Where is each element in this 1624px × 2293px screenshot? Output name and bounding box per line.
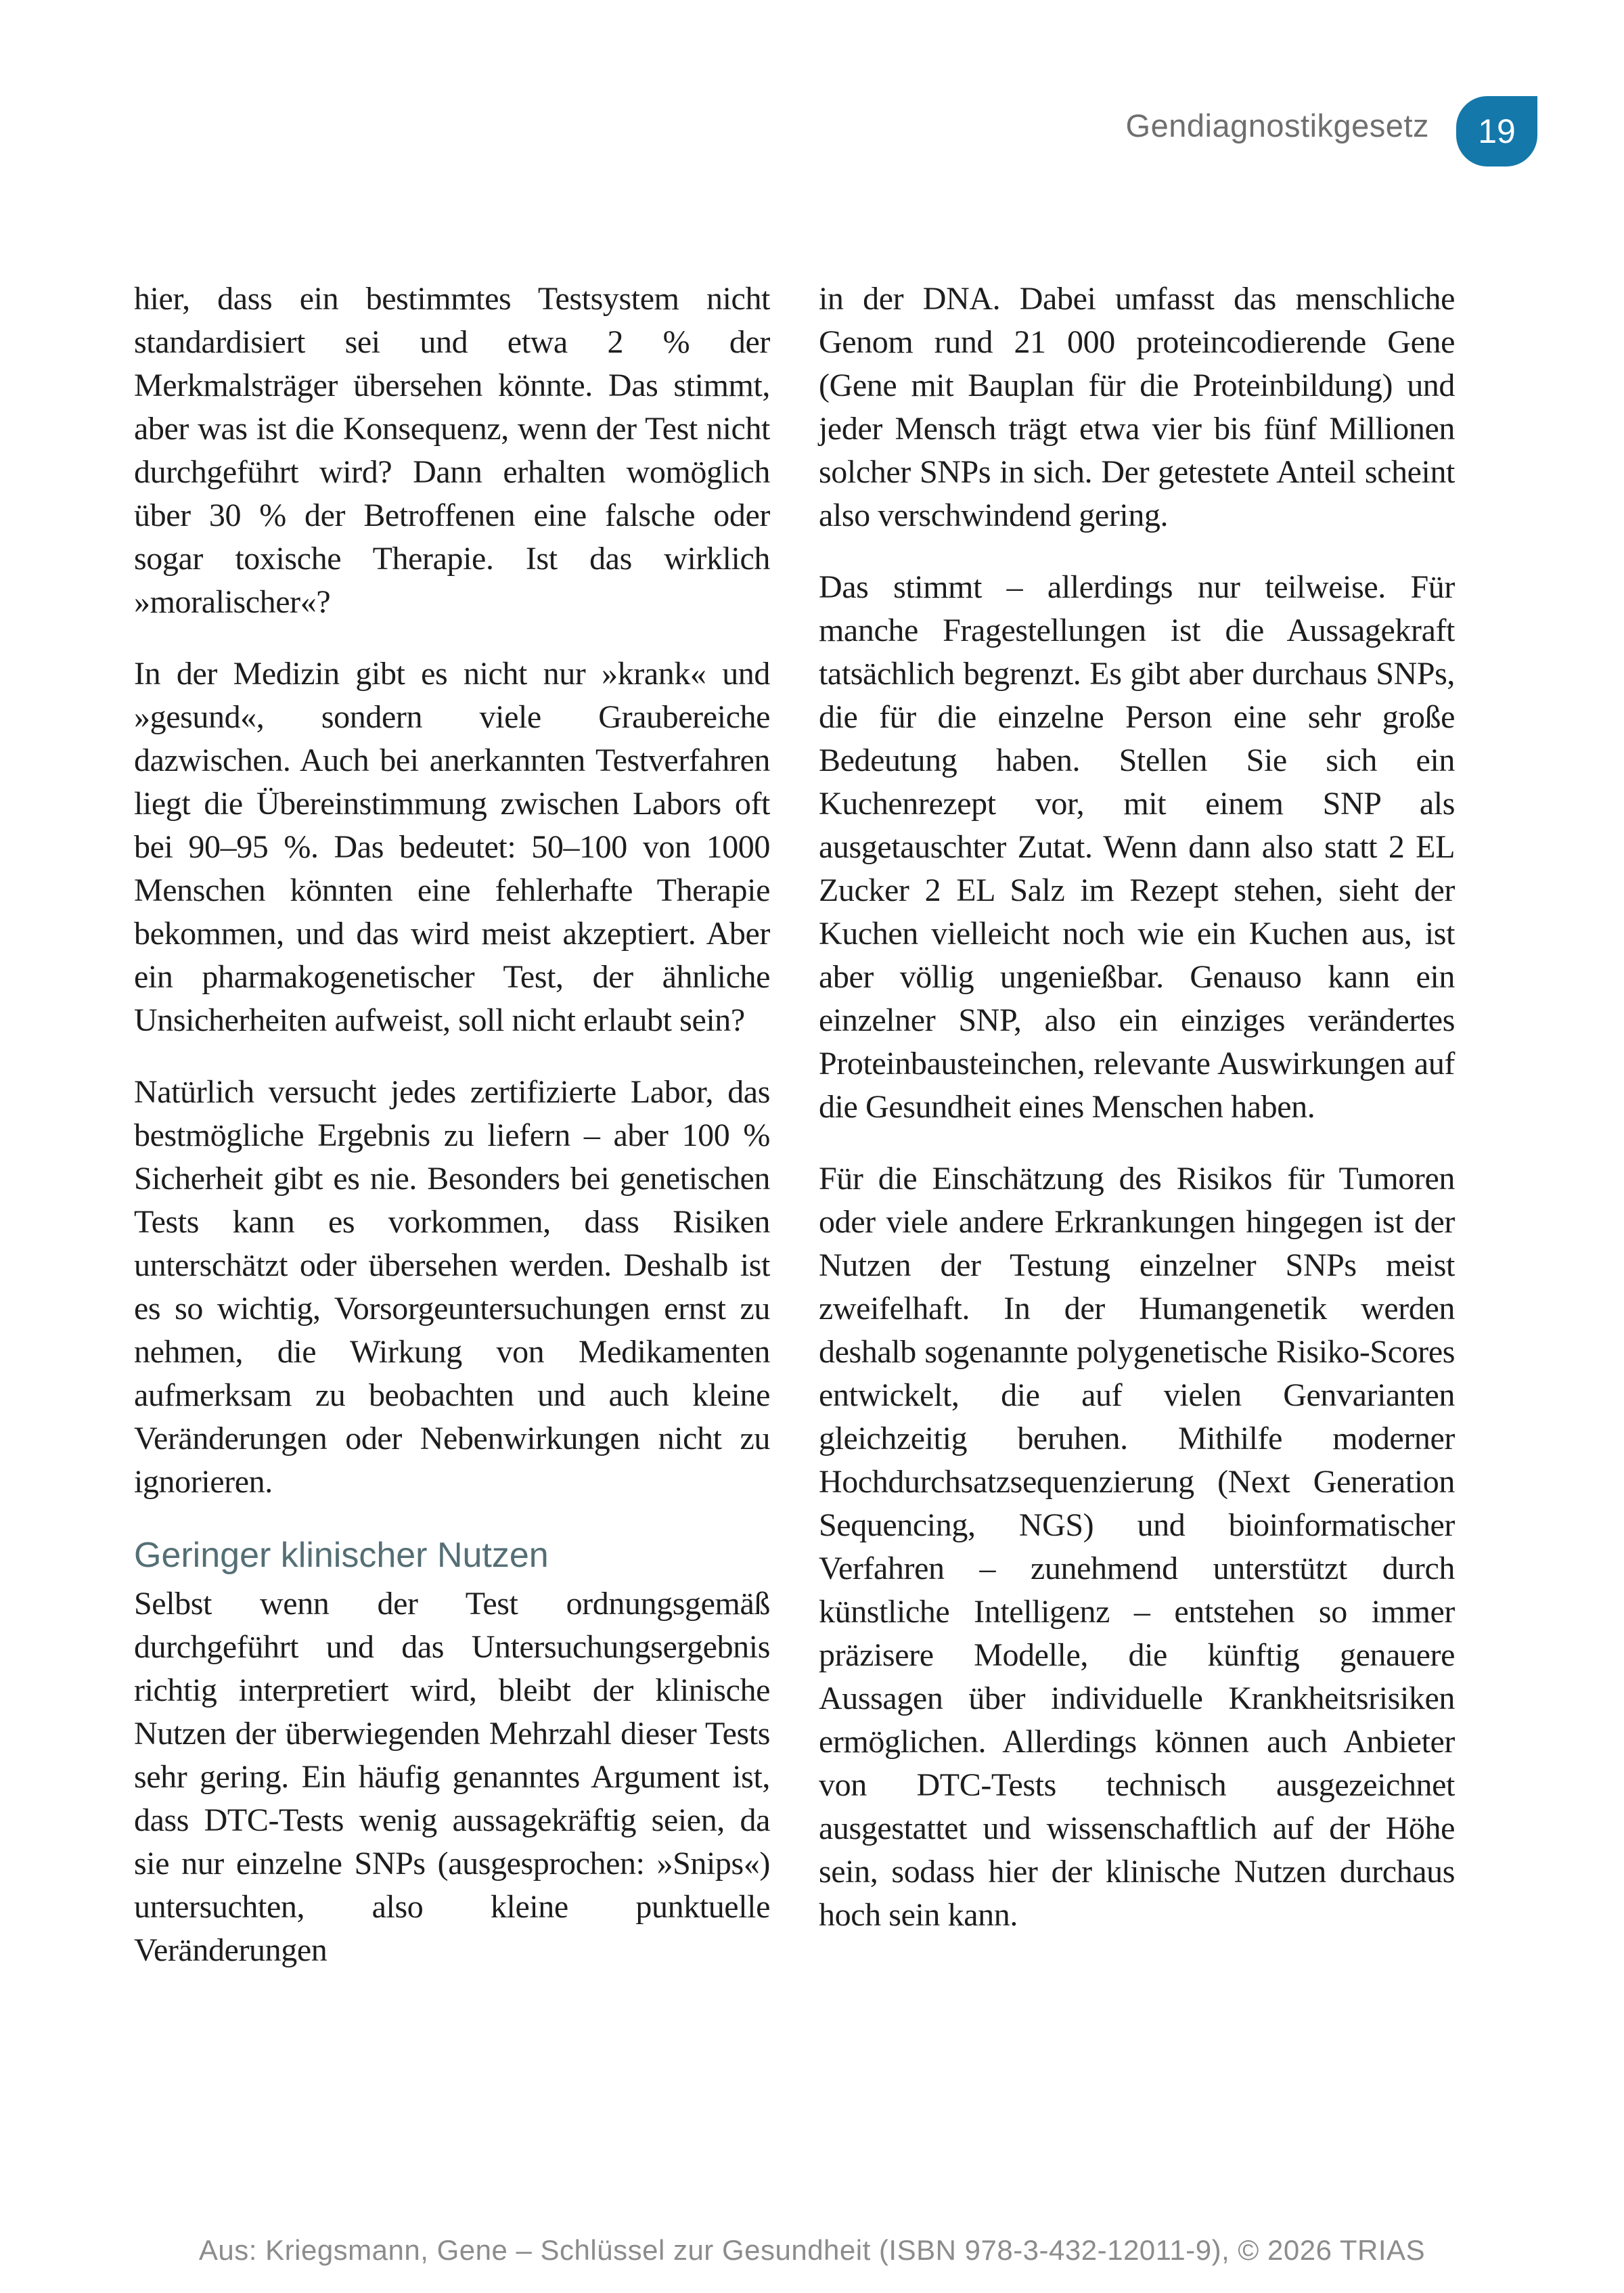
paragraph: hier, dass ein bestimmtes Testsystem nicht standardisiert sei und etwa 2 % der Merkmalsträger übersehen könnte. Das stimmt, aber was ist die Konsequenz, wenn der Test nicht durchgeführt wird? Dann erhalten womöglich über 30 % der Betroffenen eine falsche oder sogar toxische Therapie. Ist das wirklich »moralischer«? [134, 281, 770, 620]
page-number: 19 [1478, 112, 1516, 150]
footer-source-line: Aus: Kriegsmann, Gene – Schlüssel zur Gesundheit (ISBN 978-3-432-12011-9), © 2026 TRIAS [198, 2234, 1426, 2266]
paragraph: In der Medizin gibt es nicht nur »krank« und »gesund«, sondern viele Graubereiche dazwischen. Auch bei anerkannten Testverfahren liegt die Übereinstimmung zwischen Labors oft bei 90–95 %. Das bedeutet: 50–100 von 1000 Menschen könnten eine fehlerhafte Therapie bekommen, und das wird meist akzeptiert. Aber ein pharmakogenetischer Test, der ähnliche Unsicherheiten aufweist, soll nicht erlaubt sein? [134, 656, 770, 1038]
text-column-right [819, 277, 1455, 1965]
paragraph: Selbst wenn der Test ordnungsgemäß durchgeführt und das Untersuchungsergebnis richtig interpretiert wird, bleibt der klinische Nutzen der überwiegenden Mehrzahl dieser Tests sehr gering. Ein häufig genanntes Argument ist, dass DTC-Tests wenig aussagekräftig seien, da sie nur einzelne SNPs (ausgesprochen: »Snips«) untersuchten, also kleine punktuelle Veränderungen [134, 1586, 770, 1968]
page-number-badge [1456, 96, 1537, 166]
section-heading: Geringer klinischer Nutzen [134, 1536, 549, 1575]
paragraph: Für die Einschätzung des Risikos für Tumoren oder viele andere Erkrankungen hingegen ist der Nutzen der Testung einzelner SNPs meist zweifelhaft. In der Humangenetik werden deshalb sogenannte polygenetische Risiko-Scores entwickelt, die auf vielen Genvarianten gleichzeitig beruhen. Mithilfe moderner Hochdurchsatzsequenzierung (Next Generation Sequencing, NGS) und bioinformatischer Verfahren – zunehmend unterstützt durch künstliche Intelligenz – entstehen so immer präzisere Modelle, die künftig genauere Aussagen über individuelle Krankheitsrisiken ermöglichen. Allerdings können auch Anbieter von DTC-Tests technisch ausgezeichnet ausgestattet und wissenschaftlich auf der Höhe sein, sodass hier der klinische Nutzen durchaus hoch sein kann. [819, 1161, 1455, 1933]
running-head-title: Gendiagnostikgesetz [1125, 108, 1429, 143]
paragraph: Natürlich versucht jedes zertifizierte Labor, das bestmögliche Ergebnis zu liefern – aber 100 % Sicherheit gibt es nie. Besonders bei genetischen Tests kann es vorkommen, dass Risiken unterschätzt oder übersehen werden. Deshalb ist es so wichtig, Vorsorgeuntersuchungen ernst zu nehmen, die Wirkung von Medikamenten aufmerksam zu beobachten und auch kleine Veränderungen oder Nebenwirkungen nicht zu ignorieren. [134, 1074, 770, 1500]
page-footer [0, 2233, 1624, 2267]
paragraph: Das stimmt – allerdings nur teilweise. Für manche Fragestellungen ist die Aussagekraft tatsächlich begrenzt. Es gibt aber durchaus SNPs, die für die einzelne Person eine sehr große Bedeutung haben. Stellen Sie sich ein Kuchenrezept vor, mit einem SNP als ausgetauschter Zutat. Wenn dann also statt 2 EL Zucker 2 EL Salz im Rezept stehen, sieht der Kuchen vielleicht noch wie ein Kuchen aus, ist aber völlig ungenießbar. Genauso kann ein einzelner SNP, also ein einziges verändertes Proteinbausteinchen, relevante Auswirkungen auf die Gesundheit eines Menschen haben. [819, 569, 1455, 1125]
paragraph: in der DNA. Dabei umfasst das menschliche Genom rund 21 000 proteincodierende Gene (Gene mit Bauplan für die Proteinbildung) und jeder Mensch trägt etwa vier bis fünf Millionen solcher SNPs in sich. Der getestete Anteil scheint also verschwindend gering. [819, 281, 1455, 533]
text-column-left [134, 277, 770, 2001]
